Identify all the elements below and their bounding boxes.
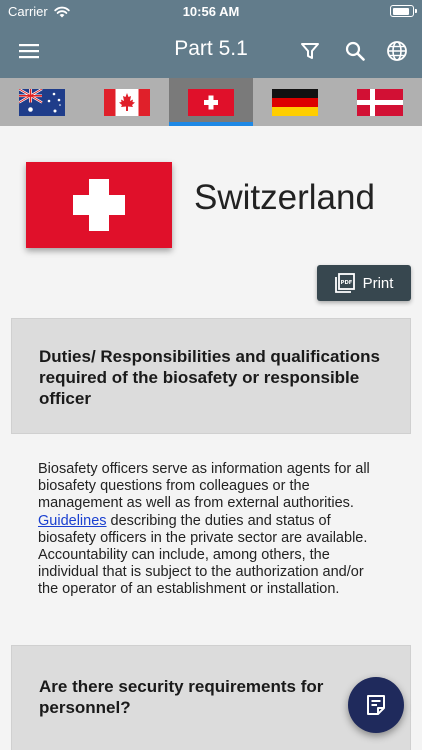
svg-text:PDF: PDF [340, 280, 352, 286]
note-icon [365, 694, 387, 716]
body-text-before: Biosafety officers serve as information agents for all biosafety questions from colleagues or the management as well as from external authorities. [38, 461, 370, 512]
section-header-duties[interactable] [11, 318, 411, 434]
germany-flag-icon [272, 89, 318, 116]
notes-fab[interactable] [348, 677, 404, 733]
print-button[interactable] [317, 265, 411, 301]
print-button-label: Print [362, 274, 394, 292]
battery-level [393, 8, 409, 15]
guidelines-link[interactable]: Guidelines [38, 512, 107, 529]
filter-icon [301, 42, 319, 60]
carrier-label: Carrier [8, 4, 48, 19]
status-time: 10:56 AM [182, 4, 240, 19]
tab-canada[interactable] [84, 78, 168, 126]
switzerland-flag-icon [26, 162, 172, 248]
canada-flag-icon [104, 89, 150, 116]
pdf-icon [335, 273, 355, 293]
search-icon [345, 41, 365, 61]
country-flag [26, 162, 172, 248]
section-title: Duties/ Responsibilities and qualifications required of the biosafety or responsible officer [39, 347, 381, 408]
country-tabs [0, 78, 422, 126]
section-title: Are there security requirements for personnel? [39, 677, 324, 717]
australia-flag-icon [19, 89, 65, 116]
country-name: Switzerland [194, 178, 375, 217]
section-body [38, 461, 384, 599]
status-bar [0, 0, 422, 24]
tab-australia[interactable] [0, 78, 84, 126]
globe-icon [386, 40, 408, 62]
denmark-flag-icon [357, 89, 403, 116]
page-title: Part 5.1 [174, 37, 248, 60]
language-button[interactable] [382, 36, 412, 66]
filter-button[interactable] [295, 36, 325, 66]
content-area [0, 126, 422, 750]
body-text-after: describing the duties and status of biosafety officers in the private sector are available. Accountability can include, among others, the individual that is subject to the authorization and/or the operator of an establishment or installation. [38, 512, 368, 598]
tab-denmark[interactable] [338, 78, 422, 126]
battery-icon [390, 5, 414, 17]
search-button[interactable] [340, 36, 370, 66]
tab-germany[interactable] [253, 78, 337, 126]
tab-switzerland[interactable] [169, 78, 253, 126]
switzerland-flag-icon [188, 89, 234, 116]
app-bar [0, 24, 422, 78]
